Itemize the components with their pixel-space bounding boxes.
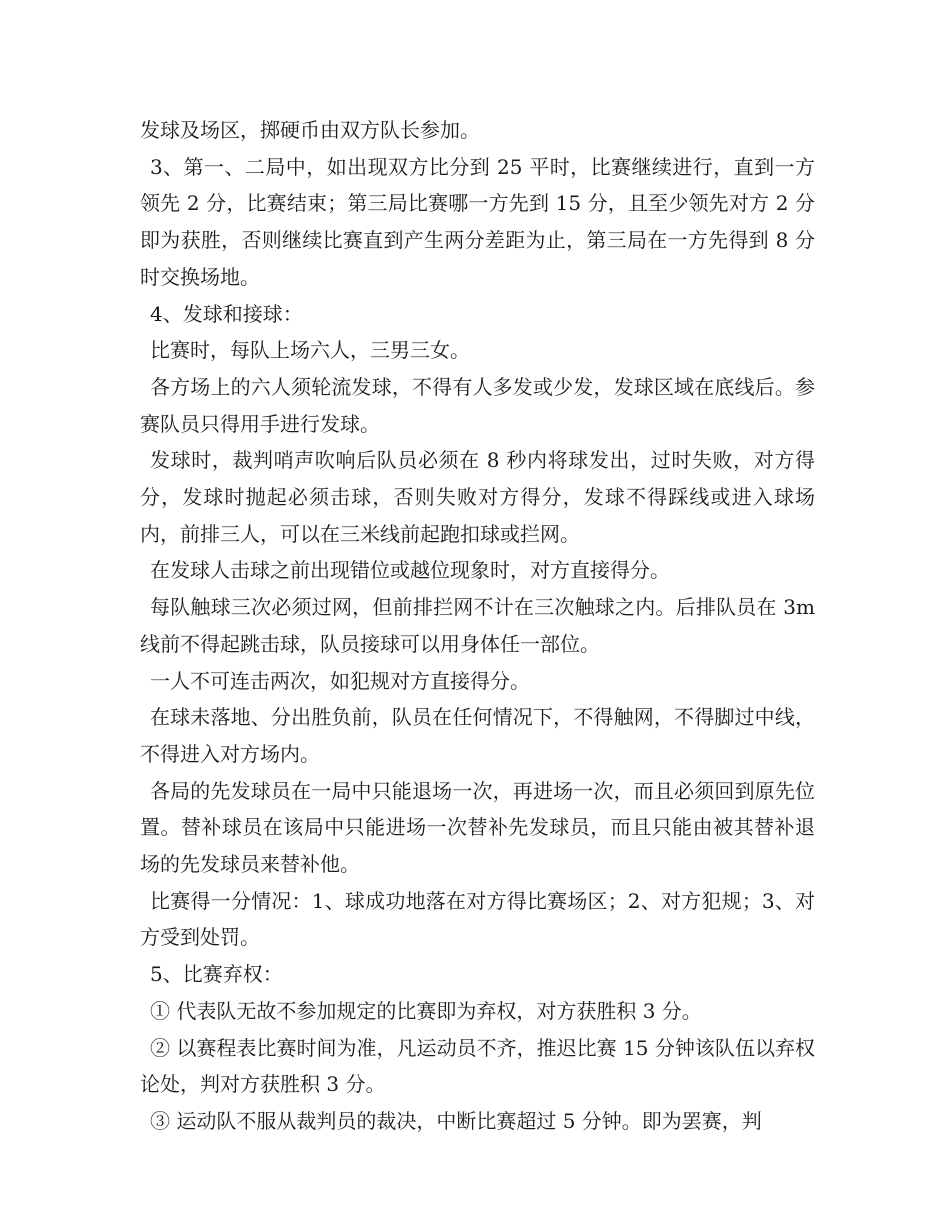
paragraph-toss: 发球及场区，掷硬币由双方队长参加。 bbox=[140, 118, 480, 142]
document-body bbox=[140, 112, 815, 1140]
paragraph-double-hit: 一人不可连击两次，如犯规对方直接得分。 bbox=[150, 668, 530, 693]
paragraph-team-size: 比赛时，每队上场六人，三男三女。 bbox=[150, 338, 470, 363]
paragraph-rule-4-heading: 4、发球和接球： bbox=[150, 301, 303, 326]
paragraph-serve-rotation: 各方场上的六人须轮流发球，不得有人多发或少发，发球区域在底线后。参赛队员只得用手进行发球。 bbox=[140, 374, 815, 436]
paragraph-serve-time: 发球时，裁判哨声吹响后队员必须在 8 秒内将球发出，过时失败，对方得分，发球时抛起必须击球，否则失败对方得分，发球不得踩线或进入球场内，前排三人，可以在三米线前起跑扣球或拦网。 bbox=[140, 448, 815, 546]
paragraph-rule-3-scoring: 3、第一、二局中，如出现双方比分到 25 平时，比赛继续进行，直到一方领先 2 分，比赛结束；第三局比赛哪一方先到 15 分，且至少领先对方 2 分即为获胜，否则继续比赛直到产生两分差距为止，第三局在一方先得到 8 分时交换场地。 bbox=[140, 154, 815, 289]
paragraph-point-situations: 比赛得一分情况：1、球成功地落在对方得比赛场区；2、对方犯规；3、对方受到处罚。 bbox=[140, 888, 815, 950]
paragraph-position-fault: 在发球人击球之前出现错位或越位现象时，对方直接得分。 bbox=[150, 558, 670, 583]
paragraph-forfeit-3: ③ 运动队不服从裁判员的裁决，中断比赛超过 5 分钟。即为罢赛，判 bbox=[150, 1108, 762, 1133]
paragraph-forfeit-1: ① 代表队无故不参加规定的比赛即为弃权，对方获胜积 3 分。 bbox=[150, 998, 702, 1023]
paragraph-rule-5-heading: 5、比赛弃权： bbox=[150, 962, 283, 987]
paragraph-forfeit-2: ② 以赛程表比赛时间为准，凡运动员不齐，推迟比赛 15 分钟该队伍以弃权论处，判对方获胜积 3 分。 bbox=[140, 1035, 815, 1097]
paragraph-substitution: 各局的先发球员在一局中只能退场一次，再进场一次，而且必须回到原先位置。替补球员在该局中只能进场一次替补先发球员，而且只能由被其替补退场的先发球员来替补他。 bbox=[140, 778, 815, 877]
paragraph-three-touches: 每队触球三次必须过网，但前排拦网不计在三次触球之内。后排队员在 3m 线前不得起跳击球，队员接球可以用身体任一部位。 bbox=[140, 595, 815, 656]
paragraph-net-touch: 在球未落地、分出胜负前，队员在任何情况下，不得触网，不得脚过中线，不得进入对方场内。 bbox=[140, 705, 815, 766]
